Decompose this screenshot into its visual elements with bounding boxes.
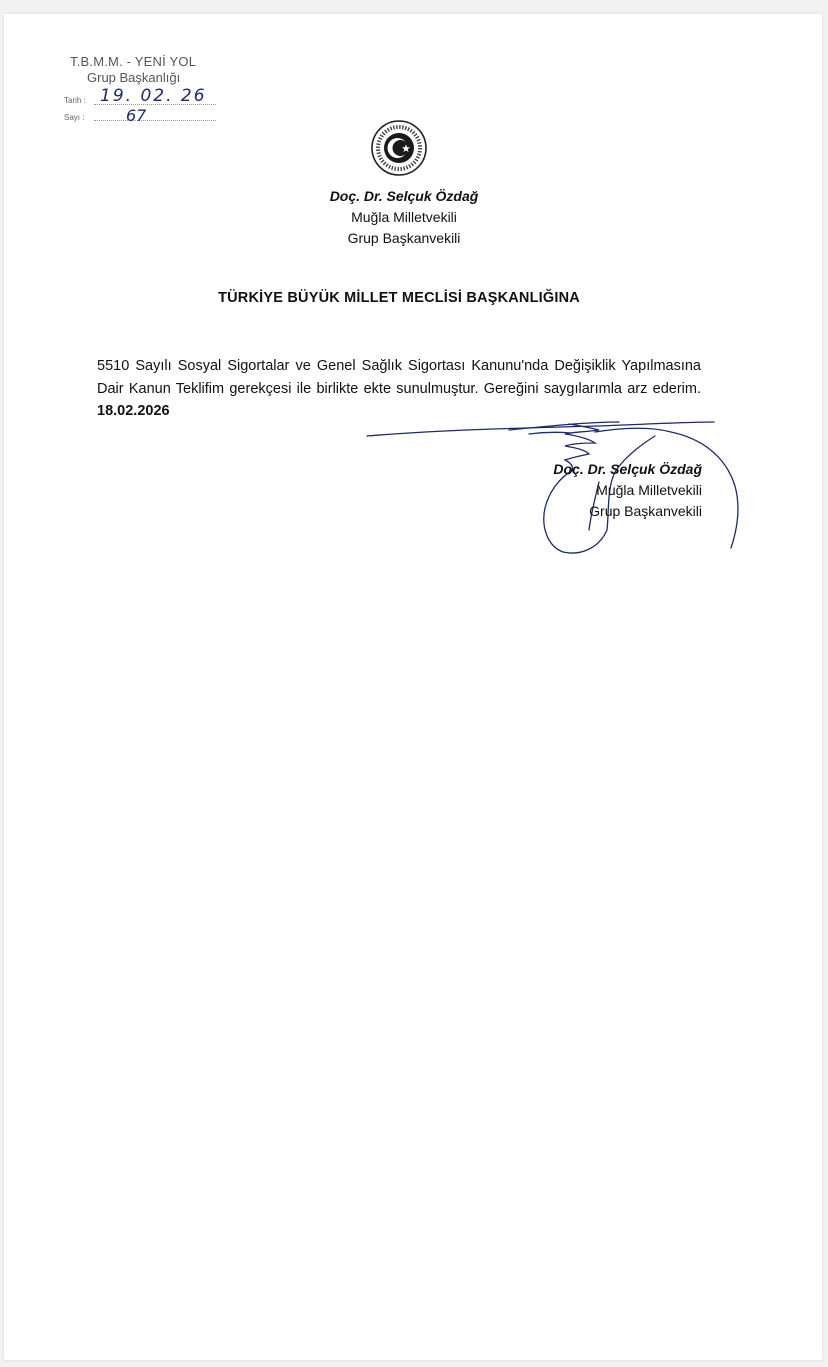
signature-block [504,459,702,522]
letter-date: 18.02.2026 [97,403,170,419]
document-page [4,14,822,1360]
stamp-number-value: 67 [126,106,147,125]
letter-body-text: 5510 Sayılı Sosyal Sigortalar ve Genel Sağlık Sigortası Kanunu'nda Değişiklik Yapılmasına Dair Kanun Teklifim gerekçesi ile birlikte ekte sunulmuştur. Gereğini saygılarımla arz ederim. [97,358,701,397]
addressee-title: TÜRKİYE BÜYÜK MİLLET MECLİSİ BAŞKANLIĞINA [218,290,580,306]
sender-name: Doç. Dr. Selçuk Özdağ [329,188,479,204]
stamp-date-label: Tarih : [64,96,86,105]
signatory-name: Doç. Dr. Selçuk Özdağ [553,461,702,477]
parliament-emblem-icon [371,120,427,176]
signatory-role-deputy: Muğla Milletvekili [596,482,702,498]
stamp-date-value: 19. 02. 26 [100,86,207,106]
stamp-number-dotted-line [94,120,216,121]
stamp-number-label: Sayı : [64,113,85,122]
incoming-stamp [56,52,226,142]
stamp-dept-line: Grup Başkanlığı [87,70,181,85]
stamp-org-line: T.B.M.M. - YENİ YOL [70,54,197,69]
sender-role-group-deputy-chair: Grup Başkanvekili [347,230,461,246]
sender-role-deputy: Muğla Milletvekili [351,209,457,225]
signatory-role-group-deputy-chair: Grup Başkanvekili [589,503,702,519]
sender-header [254,186,554,249]
